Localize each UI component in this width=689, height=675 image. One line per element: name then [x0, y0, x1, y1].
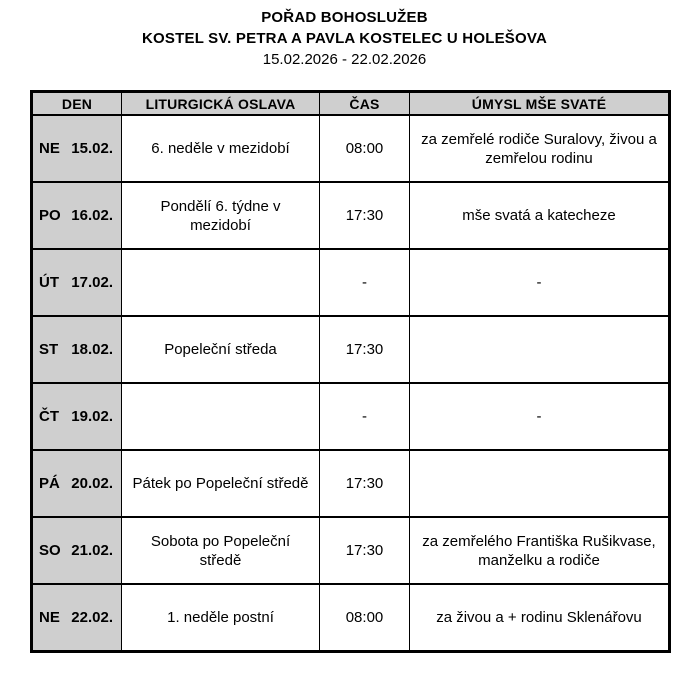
day-abbrev: ST: [39, 341, 59, 358]
time-cell: -: [320, 383, 410, 450]
intention-cell: za živou a + rodinu Sklenářovu: [410, 584, 670, 652]
time-cell: 17:30: [320, 316, 410, 383]
column-header-intention: ÚMYSL MŠE SVATÉ: [410, 92, 670, 116]
celebration-cell: Sobota po Popeleční středě: [122, 517, 320, 584]
day-cell: [32, 517, 122, 584]
day-abbrev: PO: [39, 207, 61, 224]
time-cell: 17:30: [320, 517, 410, 584]
table-row: [32, 450, 670, 517]
day-wrap: [39, 474, 113, 493]
column-header-time: ČAS: [320, 92, 410, 116]
document-header: [0, 0, 689, 70]
day-cell: [32, 182, 122, 249]
day-date: 18.02.: [71, 341, 113, 358]
time-cell: 08:00: [320, 115, 410, 182]
intention-cell: za zemřelé rodiče Suralovy, živou a zemřelou rodinu: [410, 115, 670, 182]
time-cell: 17:30: [320, 450, 410, 517]
time-cell: 08:00: [320, 584, 410, 652]
day-date: 22.02.: [71, 609, 113, 626]
column-header-day: DEN: [32, 92, 122, 116]
date-range: 15.02.2026 - 22.02.2026: [262, 51, 427, 68]
day-abbrev: NE: [39, 140, 60, 157]
intention-cell: mše svatá a katecheze: [410, 182, 670, 249]
intention-cell: -: [410, 383, 670, 450]
day-wrap: [39, 340, 113, 359]
day-date: 19.02.: [71, 408, 113, 425]
day-date: 16.02.: [71, 207, 113, 224]
table-row: [32, 182, 670, 249]
table-row: [32, 316, 670, 383]
table-row: [32, 584, 670, 652]
day-cell: [32, 450, 122, 517]
column-header-celebration: LITURGICKÁ OSLAVA: [122, 92, 320, 116]
celebration-cell: 6. neděle v mezidobí: [122, 115, 320, 182]
time-cell: 17:30: [320, 182, 410, 249]
day-date: 17.02.: [71, 274, 113, 291]
day-wrap: [39, 206, 113, 225]
intention-cell: za zemřelého Františka Rušikvase, manželku a rodiče: [410, 517, 670, 584]
table-row: [32, 383, 670, 450]
schedule-table: [30, 90, 671, 653]
celebration-cell: 1. neděle postní: [122, 584, 320, 652]
day-date: 20.02.: [71, 475, 113, 492]
day-cell: [32, 115, 122, 182]
day-cell: [32, 249, 122, 316]
day-wrap: [39, 407, 113, 426]
celebration-cell: Popeleční středa: [122, 316, 320, 383]
day-wrap: [39, 273, 113, 292]
page-subtitle: KOSTEL SV. PETRA A PAVLA KOSTELEC U HOLEŠOVA: [142, 30, 547, 47]
table-row: [32, 517, 670, 584]
day-cell: [32, 316, 122, 383]
celebration-cell: [122, 383, 320, 450]
day-abbrev: NE: [39, 609, 60, 626]
day-cell: [32, 584, 122, 652]
celebration-cell: [122, 249, 320, 316]
day-abbrev: SO: [39, 542, 61, 559]
page-title: POŘAD BOHOSLUŽEB: [261, 9, 428, 26]
table-row: [32, 249, 670, 316]
day-abbrev: PÁ: [39, 475, 60, 492]
celebration-cell: Pondělí 6. týdne v mezidobí: [122, 182, 320, 249]
day-wrap: [39, 608, 113, 627]
day-abbrev: ÚT: [39, 274, 59, 291]
intention-cell: [410, 316, 670, 383]
day-wrap: [39, 139, 113, 158]
day-date: 15.02.: [71, 140, 113, 157]
day-abbrev: ČT: [39, 408, 59, 425]
intention-cell: [410, 450, 670, 517]
time-cell: -: [320, 249, 410, 316]
table-header-row: [32, 92, 670, 116]
day-date: 21.02.: [71, 542, 113, 559]
table-row: [32, 115, 670, 182]
celebration-cell: Pátek po Popeleční středě: [122, 450, 320, 517]
day-wrap: [39, 541, 113, 560]
intention-cell: -: [410, 249, 670, 316]
day-cell: [32, 383, 122, 450]
